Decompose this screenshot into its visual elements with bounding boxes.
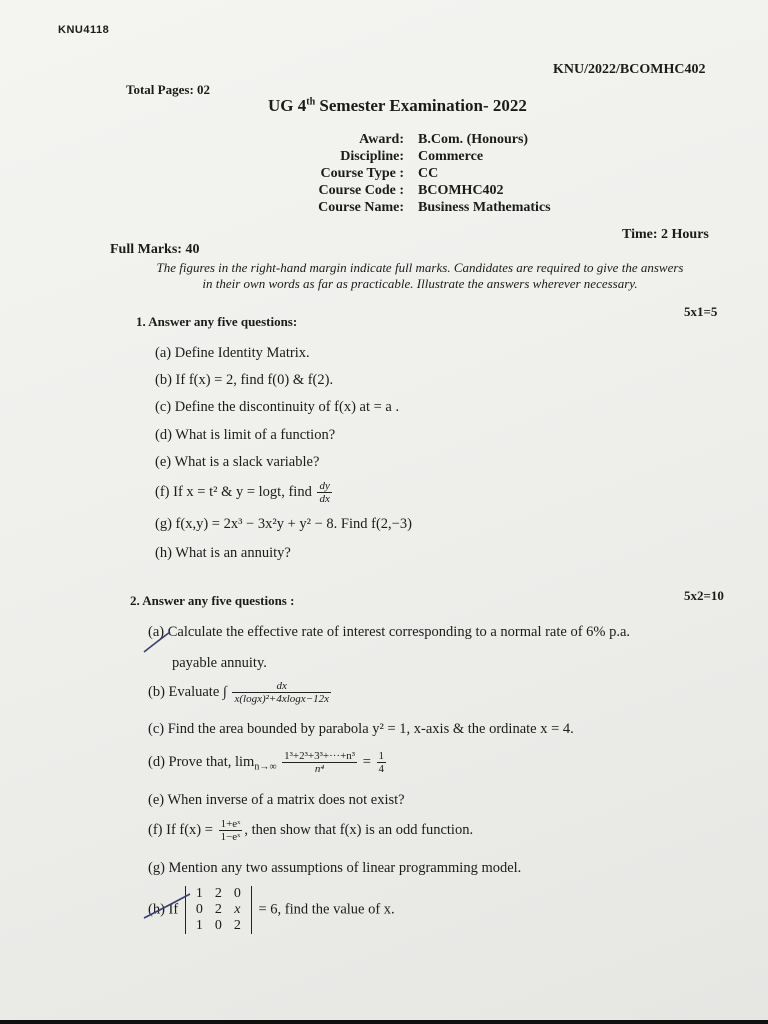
q2-item-c: (c) Find the area bounded by parabola y² = 1, x-axis & the ordinate x = 4. (148, 721, 574, 737)
q2-item-b: (b) Evaluate ∫ $\frac{dx}{\text{x(logx)²+4xlogx−12x}}$ (148, 680, 329, 705)
question-2-marks: 5x2=10 (684, 588, 724, 603)
pen-tick-mark-2 (138, 890, 198, 930)
paper-stamp: KNU4118 (58, 24, 110, 36)
instructions-line-2: in their own words as far as practicable. Illustrate the answers wherever necessary. (202, 276, 638, 291)
one-quarter-fraction: $\frac{1}{4}$ (378, 750, 385, 775)
q1-item-e: (e) What is a slack variable? (155, 454, 320, 470)
q2-item-g: (g) Mention any two assumptions of linear programming model. (148, 860, 522, 876)
q2-item-h: (h) If 1 2 0 0 2 x 1 0 2 = 6, find the value of x. (148, 886, 395, 933)
instructions-line-1: The figures in the right-hand margin indicate full marks. Candidates are required to give the answers (156, 260, 684, 275)
q1-item-d: (d) What is limit of a function? (155, 427, 336, 443)
exam-paper: KNU4118 KNU/2022/BCOMHC402 Total Pages: 02 UG 4th Semester Examination- 2022 Award: B.Com. (Honours) Discipline: Commerce Course Type : CC Course Code : BCOMHC402 Course Name: Business Mathematics Time: 2 Hours Full Marks: 40 The figures in the right-hand margin indicate full marks. Candidates are required to give the answers in their own words as far as practicable. Illustrate the answers wherever necessary. 1. Answer any five questions: 5x1=5 (a) Define Identity Matrix. (b) If f(x) = 2, find f(0) & f(2). (c) Define the discontinuity of f(x) at = a . (d) What is limit of a function? (e) What is a slack variable? (f) If x = t² & y = logt, find $\frac{dy}{dx}$ (g) f(x,y) = 2x³ − 3x²y + y² − 8. Find f(2,−3) (h) What is an annuity? 2. Answer any five questions : 5x2=10 (a) Calculate the effective rate of interest corresponding to a normal rate of 6% p.a. payable annuity. (b) Evaluate ∫ $\frac{dx}{\text{x(logx)²+4xlogx−12x}}$ (c) Find the area bounded by parabola y² = 1, x-axis & the ordinate x = 4. (d) Prove that, $\lim_{n\to\infty}$ $\frac{\text{1³+2³+3³+···+n³}}{\text{n⁴}}$ = $\frac{1}{4}$ (e) When inverse of a matrix does not exist? (f) If f(x) = $\frac{\text{1+eˣ}}{\text{1−eˣ}}$ , then show that f(x) is an odd function. (g) Mention any two assumptions of linear programming model. (h) If 1 2 0 0 2 x 1 0 2 = 6, find the value of x. (0, 0, 768, 1020)
total-pages: Total Pages: 02 (126, 82, 211, 97)
paper-code: KNU/2022/BCOMHC402 (553, 62, 706, 77)
q2-item-e: (e) When inverse of a matrix does not exist? (148, 792, 405, 808)
q1-item-a: (a) Define Identity Matrix. (155, 345, 310, 361)
dy-dx-fraction: $\frac{dy}{dx}$ (319, 480, 330, 505)
q2-item-d: (d) Prove that, $\lim_{n\to\infty}$ $\frac{\text{1³+2³+3³+···+n³}}{\text{n⁴}}$ = $\frac{1}{4}$ (148, 750, 385, 775)
q1-item-b: (b) If f(x) = 2, find f(0) & f(2). (155, 372, 334, 388)
q2-item-f: (f) If f(x) = $\frac{\text{1+eˣ}}{\text{1−eˣ}}$ , then show that f(x) is an odd function. (148, 818, 474, 843)
limit-fraction: $\frac{\text{1³+2³+3³+···+n³}}{\text{n⁴}}$ (284, 750, 356, 775)
pen-tick-mark (140, 628, 180, 658)
question-1-marks: 5x1=5 (684, 304, 718, 319)
exam-title: UG 4th Semester Examination- 2022 (268, 96, 527, 115)
integral-fraction: $\frac{dx}{\text{x(logx)²+4xlogx−12x}}$ (234, 680, 329, 705)
q2-item-a: (a) Calculate the effective rate of interest corresponding to a normal rate of 6% p.a. (148, 624, 631, 640)
odd-function-fraction: $\frac{\text{1+eˣ}}{\text{1−eˣ}}$ (220, 818, 241, 843)
q1-item-f: (f) If x = t² & y = logt, find $\frac{dy}{dx}$ (155, 480, 330, 505)
scan-bottom-edge (0, 1020, 768, 1024)
question-2-heading: 2. Answer any five questions : (130, 593, 295, 608)
time-allowed: Time: 2 Hours (622, 227, 709, 242)
q1-item-h: (h) What is an annuity? (155, 545, 291, 561)
determinant-matrix: 1 2 0 0 2 x 1 0 2 (185, 886, 252, 934)
question-1-heading: 1. Answer any five questions: (136, 314, 298, 329)
q1-item-c: (c) Define the discontinuity of f(x) at = a . (155, 399, 400, 415)
q1-item-g: (g) f(x,y) = 2x³ − 3x²y + y² − 8. Find f(2,−3) (155, 516, 412, 532)
q2-item-a-cont: payable annuity. (172, 655, 267, 671)
full-marks: Full Marks: 40 (110, 242, 200, 257)
